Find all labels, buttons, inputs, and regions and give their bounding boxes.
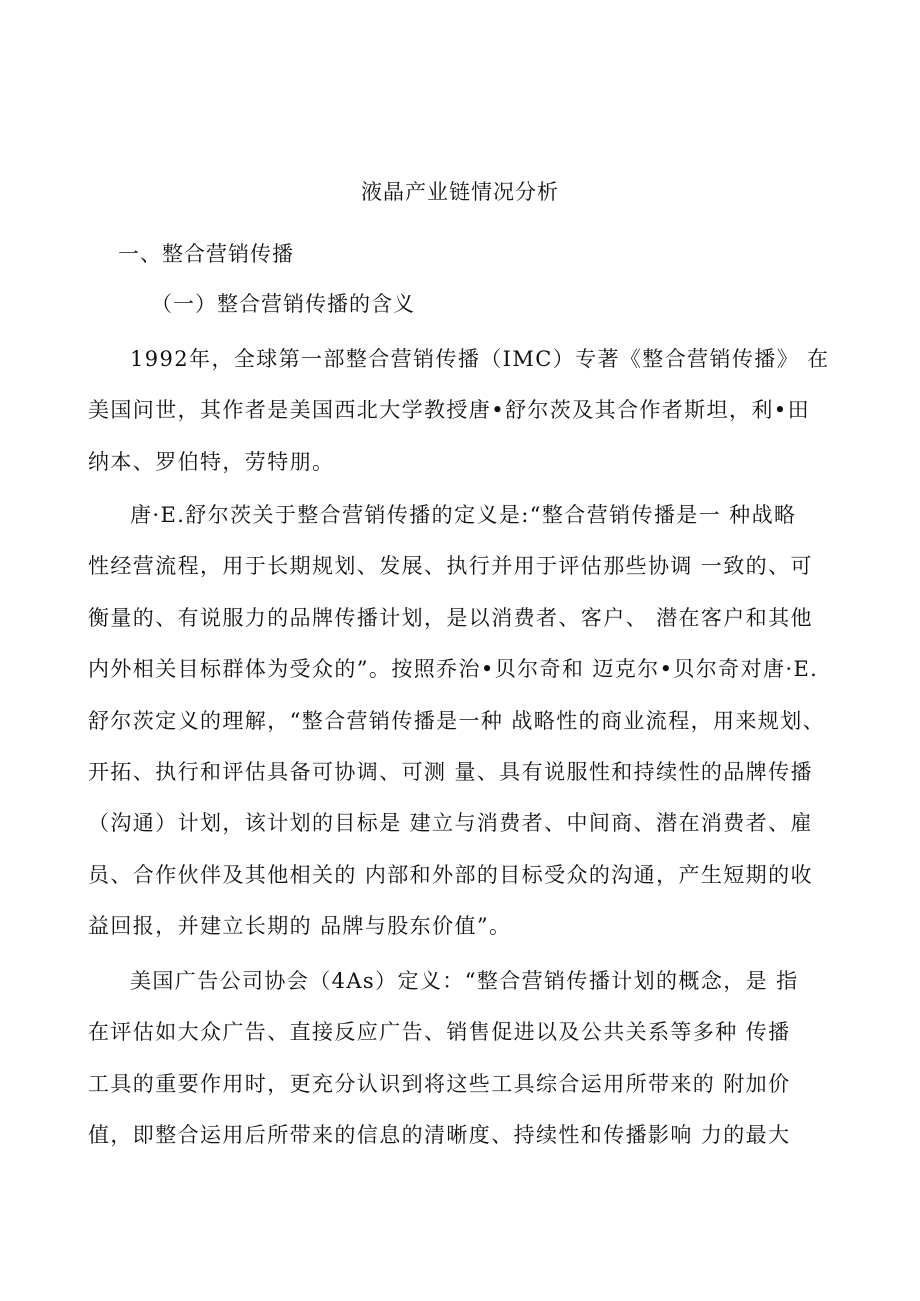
paragraph-line: 值，即整合运用后所带来的信息的清晰度、持续性和传播影响 力的最大 [88,1123,791,1148]
document-title: 液晶产业链情况分析 [361,180,559,204]
paragraph-line: 唐·E.舒尔茨关于整合营销传播的定义是:“整合营销传播是一 种战略 [130,503,797,527]
paragraph-line: （沟通）计划，该计划的目标是 建立与消费者、中间商、潜在消费者、雇 [88,811,813,836]
paragraph-line: 纳本、罗伯特，劳特朋。 [88,449,335,474]
paragraph-line: 性经营流程，用于长期规划、发展、执行并用于评估那些协调 一致的、可 [88,554,813,579]
section-heading: 一、整合营销传播 [118,242,294,266]
paragraph-line: 舒尔茨定义的理解，“整合营销传播是一种 战略性的商业流程，用来规划、 [88,708,826,733]
paragraph-line: 衡量的、有说服力的品牌传播计划，是以消费者、客户、 潜在客户和其他 [88,605,813,630]
paragraph-line: 开拓、执行和评估具备可协调、可测 量、具有说服性和持续性的品牌传播 [88,760,813,785]
paragraph-line: 美国问世，其作者是美国西北大学教授唐•舒尔茨及其合作者斯坦，利•田 [88,398,810,423]
paragraph-imc-origin [88,334,848,488]
paragraph-line: 在评估如大众广告、直接反应广告、销售促进以及公共关系等多种 传播 [88,1020,791,1045]
paragraph-line: 内外相关目标群体为受众的”。按照乔治•贝尔奇和 迈克尔•贝尔奇对唐·E. [88,657,819,682]
paragraph-schultz-definition [88,490,848,953]
paragraph-line: 1992年，全球第一部整合营销传播（IMC）专著《整合营销传播》 在 [130,347,830,371]
paragraph-line: 员、合作伙伴及其他相关的 内部和外部的目标受众的沟通，产生短期的收 [88,862,813,887]
subsection-heading: （一）整合营销传播的含义 [151,292,415,316]
paragraph-4as-definition [88,956,848,1162]
paragraph-line: 美国广告公司协会（4As）定义：“整合营销传播计划的概念，是 指 [130,969,799,993]
paragraph-line: 益回报，并建立长期的 品牌与股东价值”。 [88,914,512,939]
paragraph-line: 工具的重要作用时，更充分认识到将这些工具综合运用所带来的 附加价 [88,1071,791,1096]
